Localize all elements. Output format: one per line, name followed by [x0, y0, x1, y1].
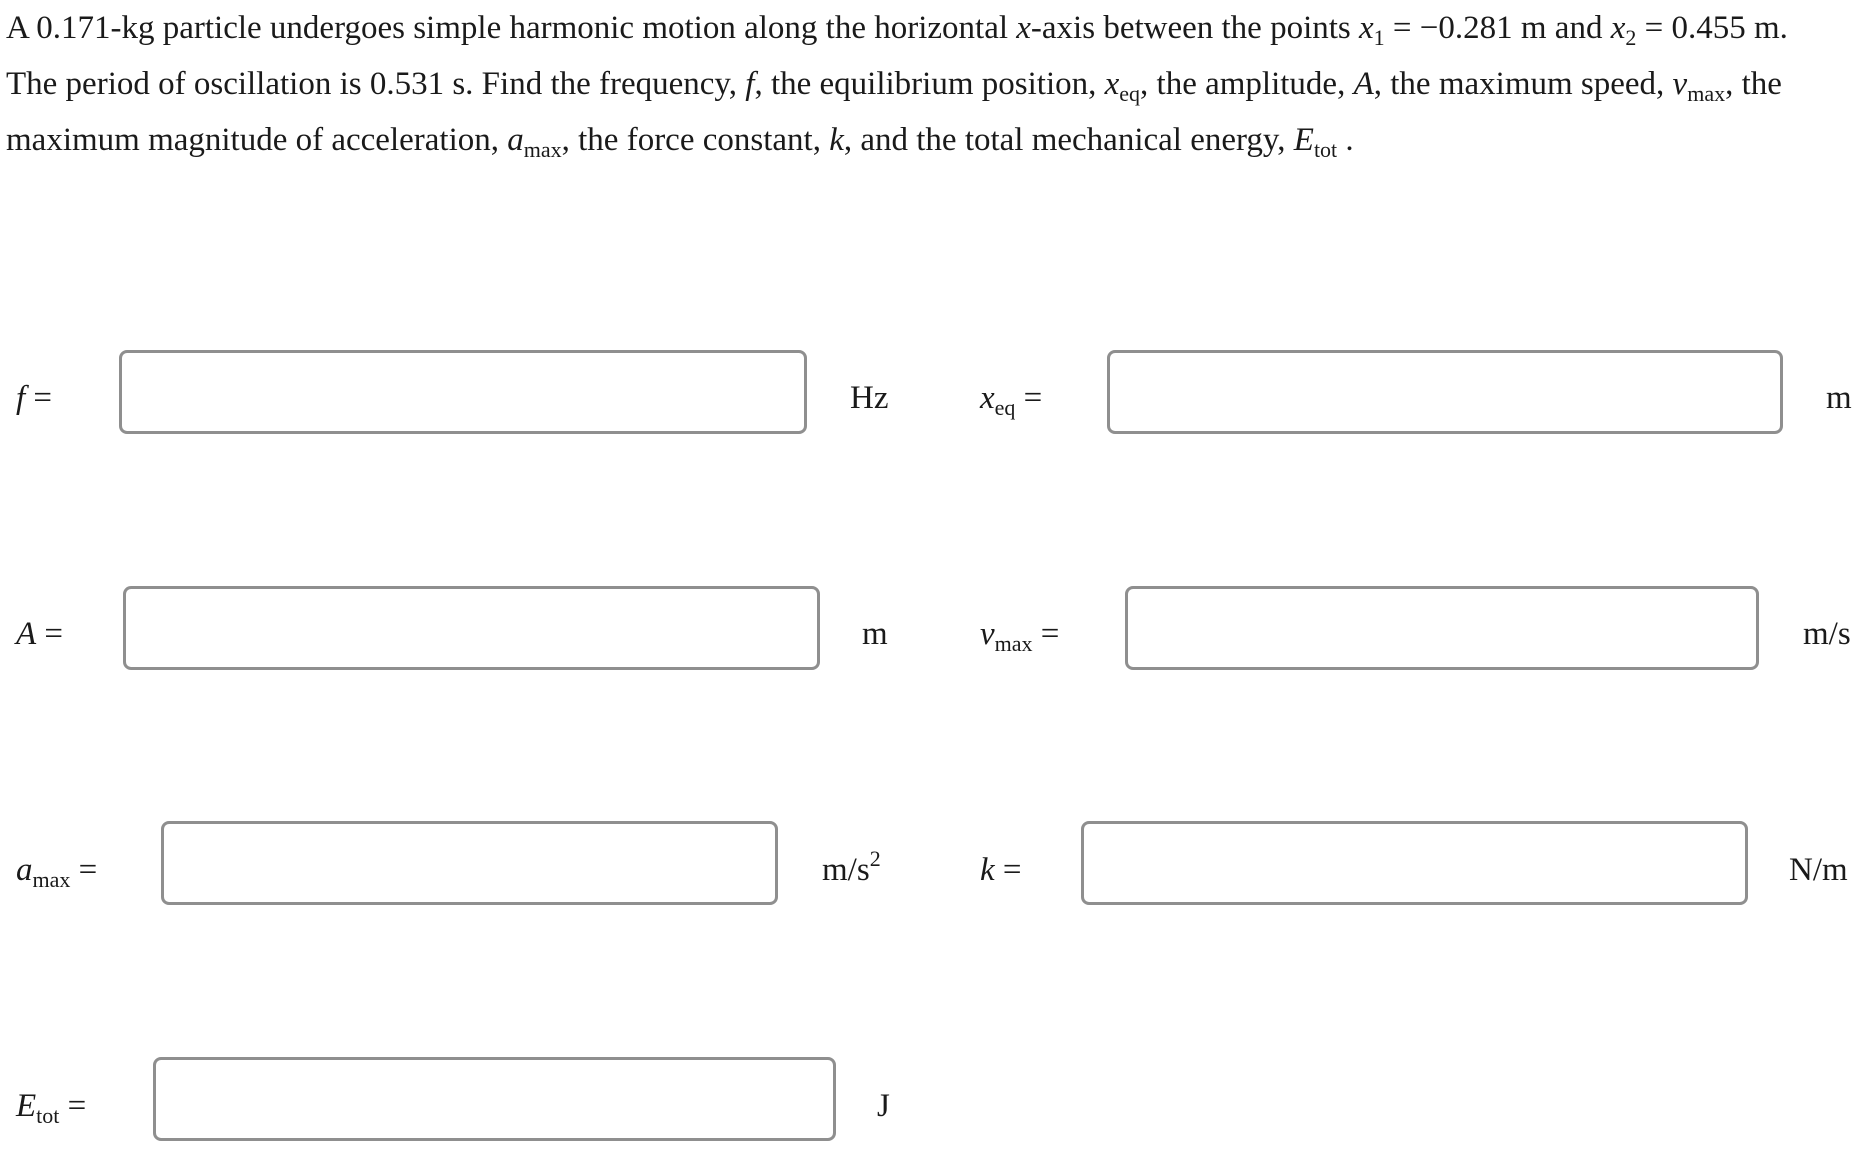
label-equilibrium-position: $x_{eq}$ =	[980, 380, 1043, 420]
unit-max-speed: m/s	[1803, 616, 1851, 652]
label-max-acceleration: $a_{max}$ =	[16, 852, 98, 892]
unit-amplitude: m	[862, 616, 888, 652]
force-constant-input[interactable]	[1081, 821, 1748, 905]
unit-frequency: Hz	[850, 380, 889, 416]
label-frequency: f =	[16, 380, 53, 416]
label-amplitude: A =	[16, 616, 64, 652]
problem-statement: A 0.171-kg particle undergoes simple harmonic motion along the horizontal x-axis between the points $x_1 = -0.281$ m and $x_2 = 0.455$ m. The period of oscillation is 0.531 s. Find the frequency, f, the equilibrium position, $x_{eq}$, the amplitude, A, the maximum speed, $v_{max}$, the maximum magnitude of acceleration, $a_{max}$, the force constant, k, and the total mechanical energy, $E_{tot}$ .	[6, 10, 1788, 162]
unit-force-constant: N/m	[1789, 852, 1848, 888]
unit-equilibrium-position: m	[1826, 380, 1852, 416]
unit-total-energy: J	[877, 1088, 890, 1124]
label-force-constant: k =	[980, 852, 1022, 888]
label-max-speed: $v_{max}$ =	[980, 616, 1060, 656]
max-speed-input[interactable]	[1125, 586, 1759, 670]
equilibrium-position-input[interactable]	[1107, 350, 1783, 434]
max-acceleration-input[interactable]	[161, 821, 778, 905]
frequency-input[interactable]	[119, 350, 807, 434]
label-total-energy: $E_{tot}$ =	[16, 1088, 87, 1128]
unit-max-acceleration: $m/s^2$	[822, 846, 881, 888]
total-energy-input[interactable]	[153, 1057, 836, 1141]
amplitude-input[interactable]	[123, 586, 820, 670]
